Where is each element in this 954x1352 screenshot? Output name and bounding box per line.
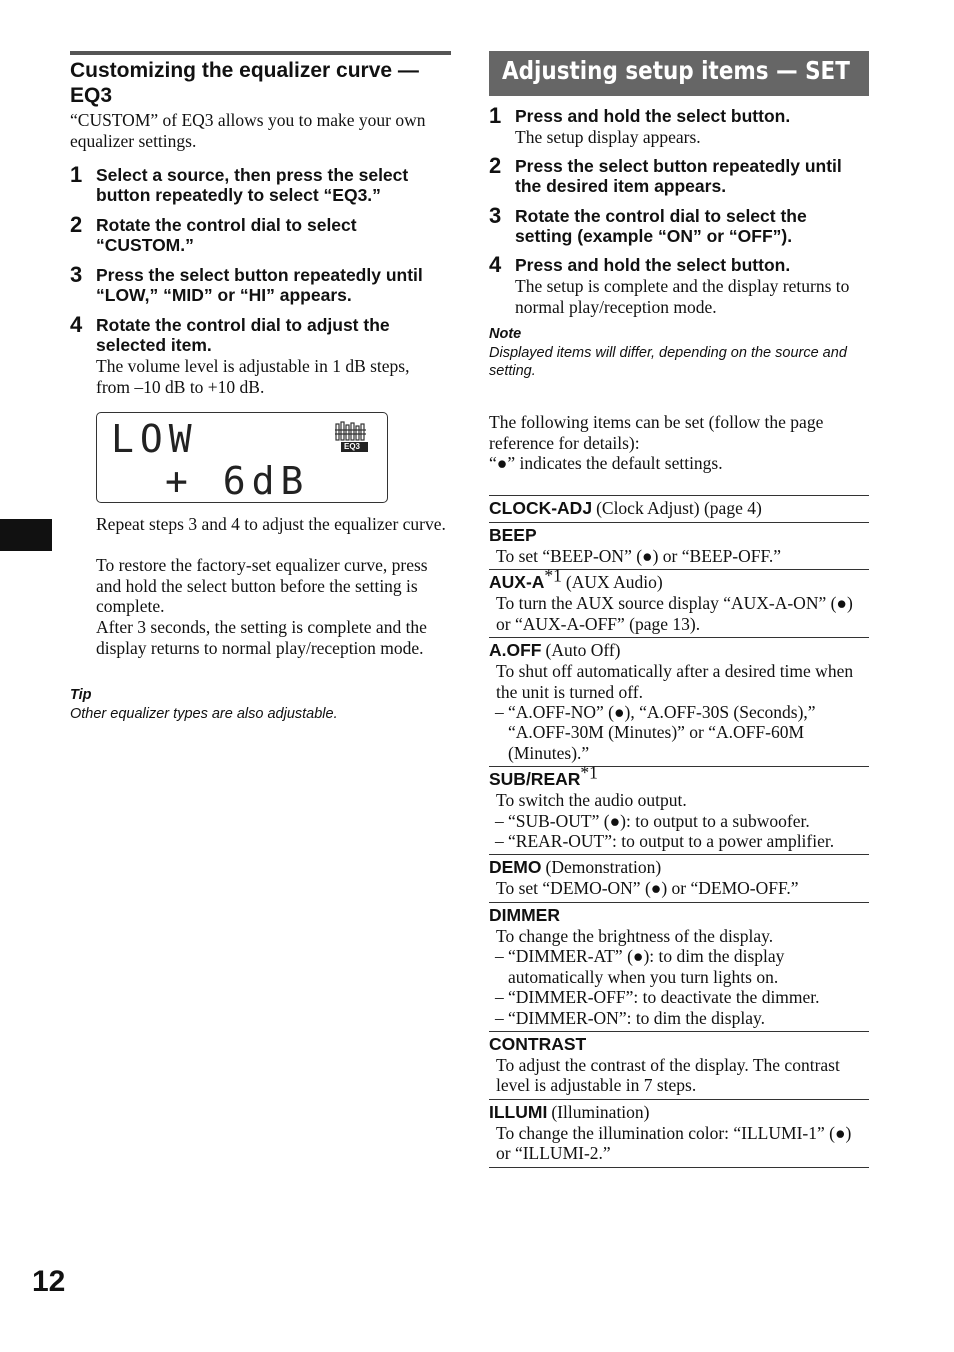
section-rule xyxy=(70,51,451,55)
step-title: Rotate the control dial to adjust the selected item. xyxy=(96,315,390,355)
setup-item-description: To shut off automatically after a desired time when the unit is turned off. xyxy=(496,661,854,702)
setup-item-heading xyxy=(489,857,869,878)
footnote-marker: *1 xyxy=(580,762,598,783)
footnote-marker: *1 xyxy=(544,566,562,587)
set-step-4 xyxy=(489,252,869,317)
setup-item-name: AUX-A xyxy=(489,572,545,593)
setup-item-row xyxy=(489,522,869,569)
setup-item-name: SUB/REAR xyxy=(489,769,581,790)
setup-item-row xyxy=(489,566,869,637)
step-body: The setup is complete and the display returns to normal play/reception mode. xyxy=(515,276,850,317)
setup-item-row xyxy=(489,637,869,766)
setup-item-heading xyxy=(489,1034,869,1055)
setup-item-name: BEEP xyxy=(489,525,537,545)
eq3-step-2 xyxy=(70,212,445,255)
step-number: 1 xyxy=(489,103,502,128)
setup-item-name: A.OFF xyxy=(489,640,542,661)
following-items-text: The following items can be set (follow the page reference for details): xyxy=(489,412,824,453)
setup-item-name: CLOCK-ADJ xyxy=(489,498,593,518)
step-number: 4 xyxy=(489,252,502,277)
default-indicator-text: “●” indicates the default settings. xyxy=(489,453,723,473)
eq3-intro: “CUSTOM” of EQ3 allows you to make your own equalizer settings. xyxy=(70,110,426,151)
after-3-seconds-paragraph: After 3 seconds, the setting is complete and the display returns to normal play/reception mode. xyxy=(96,617,427,658)
step-number: 3 xyxy=(70,262,83,287)
setup-item-row xyxy=(489,902,869,1031)
eq3-icon-label: EQ3 xyxy=(344,442,361,451)
step-title: Press and hold the select button. xyxy=(515,255,791,275)
setup-item-full-name: (Illumination) xyxy=(551,1101,650,1122)
step-title: Press the select button repeatedly until the desired item appears. xyxy=(515,156,842,196)
display-line-1: LOW xyxy=(111,417,198,461)
step-title: Rotate the control dial to select “CUSTOM.” xyxy=(96,215,357,255)
setup-item-full-name: (Auto Off) xyxy=(545,640,621,661)
setup-item-heading xyxy=(489,566,869,593)
setup-item-row xyxy=(489,762,869,854)
setup-item-name: DEMO xyxy=(489,857,542,878)
step-title: Press and hold the select button. xyxy=(515,106,791,126)
set-step-1 xyxy=(489,103,869,148)
step-number: 2 xyxy=(489,153,502,178)
setup-item-description: To switch the audio output. xyxy=(496,790,687,811)
setup-item-row xyxy=(489,854,869,901)
note-heading: Note xyxy=(489,326,522,342)
setup-item-full-name: (AUX Audio) xyxy=(565,572,663,593)
page-number: 12 xyxy=(32,1265,66,1298)
setup-item-option: – “DIMMER-OFF”: to deactivate the dimmer. xyxy=(495,987,820,1008)
display-line-2: + 6dB xyxy=(165,459,310,503)
step-body: The volume level is adjustable in 1 dB steps, from –10 dB to +10 dB. xyxy=(96,356,410,397)
setup-item-heading xyxy=(489,640,869,661)
setup-item-description: To change the brightness of the display. xyxy=(496,925,774,946)
eq3-section-title: Customizing the equalizer curve — EQ3 xyxy=(70,59,419,107)
setup-item-description: To change the illumination color: “ILLUMI-1” (●) or “ILLUMI-2.” xyxy=(496,1122,852,1164)
setup-item-description: To set “BEEP-ON” (●) or “BEEP-OFF.” xyxy=(496,546,781,566)
step-number: 2 xyxy=(70,212,83,237)
step-title: Press the select button repeatedly until “LOW,” “MID” or “HI” appears. xyxy=(96,265,423,305)
set-step-3 xyxy=(489,203,869,246)
setup-item-row xyxy=(489,495,869,522)
set-section-title: Adjusting setup items — SET xyxy=(502,56,850,85)
restore-paragraph: To restore the factory-set equalizer curve, press and hold the select button before the setting is complete. xyxy=(96,555,428,616)
setup-item-name: CONTRAST xyxy=(489,1033,587,1054)
setup-item-full-name: (Demonstration) xyxy=(545,857,662,878)
eq3-step-3 xyxy=(70,262,445,305)
setup-item-option: – “DIMMER-ON”: to dim the display. xyxy=(495,1007,765,1028)
setup-item-option: – “DIMMER-AT” (●): to dim the display automatically when you turn lights on. xyxy=(495,946,785,987)
setup-item-description: To set “DEMO-ON” (●) or “DEMO-OFF.” xyxy=(496,878,799,899)
step-number: 1 xyxy=(70,162,83,187)
tip-text: Other equalizer types are also adjustable. xyxy=(70,706,338,722)
setup-item-name: DIMMER xyxy=(489,904,560,925)
setup-item-heading xyxy=(489,762,869,790)
setup-item-row xyxy=(489,1031,869,1099)
setup-item-heading xyxy=(489,525,869,546)
step-number: 4 xyxy=(70,312,83,337)
tip-heading: Tip xyxy=(70,687,92,703)
setup-item-row xyxy=(489,1099,869,1168)
eq3-step-1 xyxy=(70,162,445,205)
setup-items-table xyxy=(489,495,869,1168)
setup-item-option: – “A.OFF-NO” (●), “A.OFF-30S (Seconds),” “A.OFF-30M (Minutes)” or “A.OFF-60M (Minutes).” xyxy=(495,702,816,763)
step-title: Select a source, then press the select button repeatedly to select “EQ3.” xyxy=(96,165,409,205)
note-text: Displayed items will differ, depending on the source and setting. xyxy=(489,345,847,379)
setup-item-heading xyxy=(489,498,869,519)
setup-item-description: To adjust the contrast of the display. The contrast level is adjustable in 7 steps. xyxy=(496,1054,840,1096)
setup-item-heading xyxy=(489,905,869,926)
setup-item-heading xyxy=(489,1102,869,1123)
eq3-step-4 xyxy=(70,312,445,397)
section-tab xyxy=(0,519,52,551)
step-number: 3 xyxy=(489,203,502,228)
step-body: The setup display appears. xyxy=(515,127,701,147)
setup-item-full-name: (Clock Adjust) (page 4) xyxy=(596,498,762,518)
setup-item-name: ILLUMI xyxy=(489,1101,548,1122)
set-step-2 xyxy=(489,153,869,196)
setup-item-option: – “REAR-OUT”: to output to a power amplifier. xyxy=(495,831,835,852)
equalizer-eq3-icon xyxy=(333,420,371,454)
setup-item-description: To turn the AUX source display “AUX-A-ON” (●) or “AUX-A-OFF” (page 13). xyxy=(496,593,853,634)
step-title: Rotate the control dial to select the setting (example “ON” or “OFF”). xyxy=(515,206,807,246)
set-section-banner xyxy=(489,51,869,96)
setup-item-option: – “SUB-OUT” (●): to output to a subwoofer. xyxy=(495,810,810,831)
repeat-paragraph: Repeat steps 3 and 4 to adjust the equalizer curve. xyxy=(96,514,446,534)
